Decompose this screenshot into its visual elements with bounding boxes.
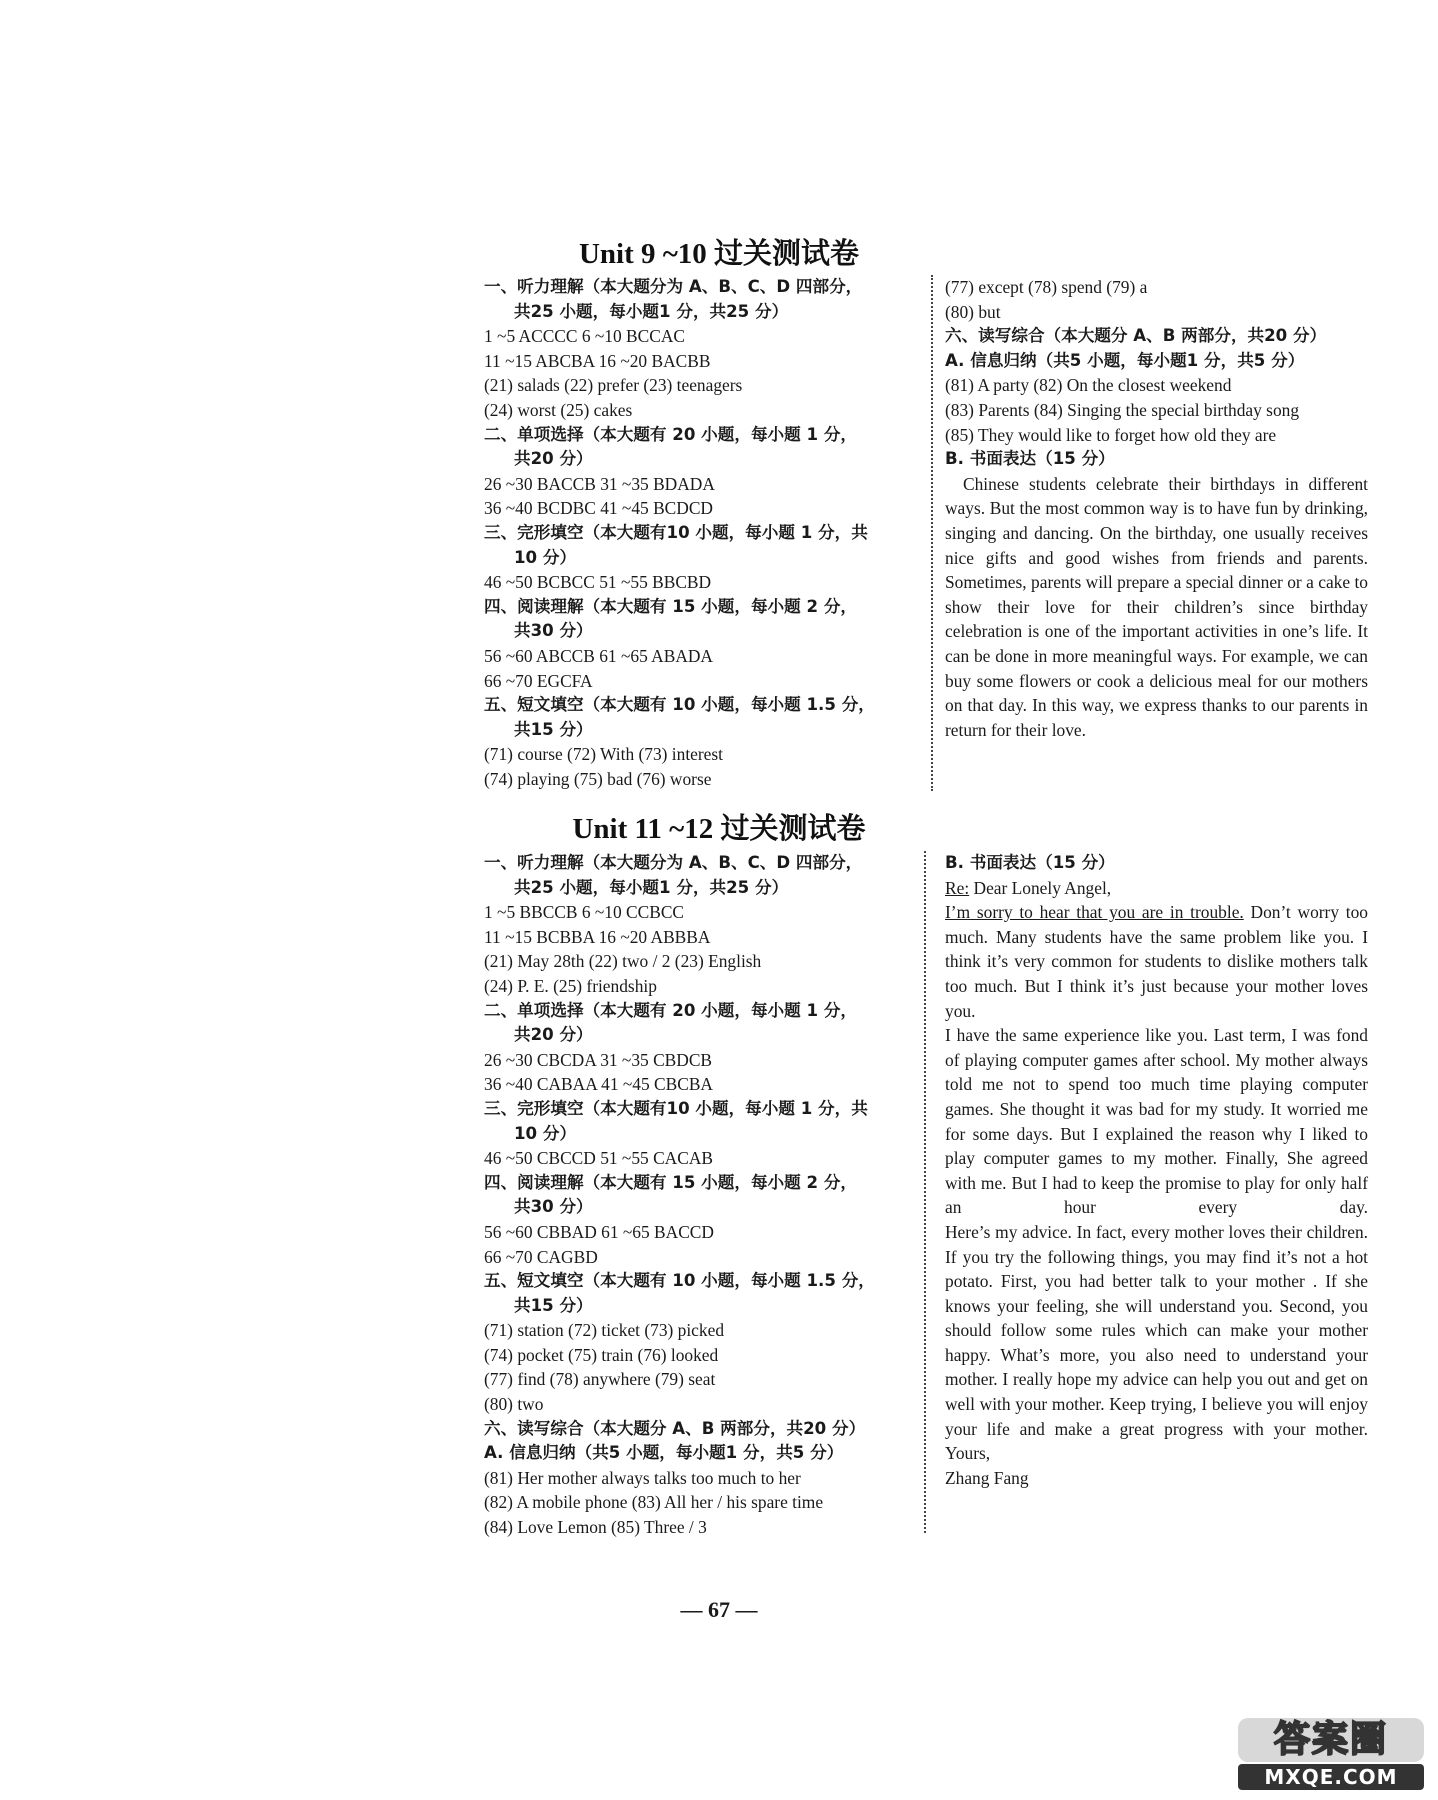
- watermark-top: 答案圈: [1238, 1718, 1424, 1762]
- s1-right-line-0: (77) except (78) spend (79) a: [945, 277, 1148, 297]
- s2-left-line-26: (82) A mobile phone (83) All her / his spare time: [484, 1492, 824, 1513]
- s2-left-line-19: (71) station (72) ticket (73) picked: [484, 1320, 725, 1341]
- section2-right-column: [945, 851, 1368, 1490]
- s1-right-line-2: 六、读写综合（本大题分 A、B 两部分，共20 分）: [945, 326, 1327, 346]
- section1-essay: Chinese students celebrate their birthdays in different ways. But the most common way is to have fun by drinking, singing and dancing. On the birthday, one usually receives nice gifts and good wishes from friends and parents. Sometimes, parents will prepare a special dinner or a cake to show their love for their children’s since birthday celebration is one of the important activities in one’s life. It can be done in more meaningful ways. For example, we can buy some flowers or cook a delicious meal for our mothers on that day. In this way, we express thanks to our parents in return for their love.: [945, 473, 1368, 740]
- s2-left-line-23: 六、读写综合（本大题分 A、B 两部分，共20 分）: [484, 1418, 866, 1438]
- letter-re: Re:: [945, 877, 970, 898]
- s2-left-line-27: (84) Love Lemon (85) Three / 3: [484, 1517, 707, 1538]
- letter-signature: Zhang Fang: [945, 1467, 1029, 1488]
- section1-divider: [931, 275, 933, 791]
- s2-left-line-6: 二、单项选择（本大题有 20 小题，每小题 1 分，: [484, 1000, 858, 1020]
- s1-left-line-18: 共15 分）: [514, 719, 593, 739]
- section1-right-column: [945, 275, 1368, 742]
- s2-left-line-2: 1 ~5 BBCCB 6 ~10 CCBCC: [484, 902, 685, 923]
- s1-right-line-7: B. 书面表达（15 分）: [945, 449, 1115, 469]
- s1-left-line-3: 11 ~15 ABCBA 16 ~20 BACBB: [484, 350, 711, 371]
- watermark-logo: [1238, 1718, 1424, 1790]
- s2-left-line-22: (80) two: [484, 1394, 544, 1415]
- s1-left-line-7: 共20 分）: [514, 449, 593, 469]
- s1-left-line-4: (21) salads (22) prefer (23) teenagers: [484, 375, 743, 396]
- letter-greeting-line: [945, 876, 1368, 901]
- s1-right-line-4: (81) A party (82) On the closest weekend: [945, 375, 1232, 396]
- watermark-bottom: MXQE.COM: [1238, 1764, 1424, 1790]
- letter-underlined-sentence: I’m sorry to hear that you are in trouble.: [945, 902, 1244, 923]
- letter-paragraph-3: Here’s my advice. In fact, every mother loves their children. If you try the following things, you may find it’s not a hot potato. First, you had better talk to your mother . If she knows your feeling, she will understand you. Second, you should follow some rules which can make your mother happy. What’s more, you also need to understand your mother. I really hope my advice can help you out and get on well with your mother. Keep trying, I believe you will enjoy your life and make a great progress with your mother.: [945, 1221, 1368, 1439]
- letter-paragraph-2: I have the same experience like you. Last term, I was fond of playing computer games after school. My mother always told me not to spend too much time playing computer games. She thought it was bad for my study. It worried me for some days. But I explained the reason why I liked to play computer games to my mother. Finally, She agreed with me. But I had to keep the promise to play for only half an hour every day.: [945, 1025, 1368, 1218]
- s1-left-line-15: 56 ~60 ABCCB 61 ~65 ABADA: [484, 645, 713, 666]
- letter-greeting: Dear Lonely Angel,: [969, 877, 1112, 898]
- s2-left-line-7: 共20 分）: [514, 1025, 593, 1045]
- s1-left-line-5: (24) worst (25) cakes: [484, 399, 633, 420]
- s1-left-line-12: 46 ~50 BCBCC 51 ~55 BBCBD: [484, 572, 712, 593]
- s2-left-line-13: 四、阅读理解（本大题有 15 小题，每小题 2 分，: [484, 1172, 858, 1192]
- s2-left-line-0: 一、听力理解（本大题分为 A、B、C、D 四部分，: [484, 853, 863, 872]
- s1-left-line-2: 1 ~5 ACCCC 6 ~10 BCCAC: [484, 326, 685, 347]
- s1-left-line-14: 共30 分）: [514, 621, 593, 641]
- s2-left-line-11: 10 分）: [514, 1123, 577, 1143]
- s2-left-line-1: 共25 小题，每小题1 分，共25 分）: [514, 877, 789, 897]
- s2-left-line-24: A. 信息归纳（共5 小题，每小题1 分，共5 分）: [484, 1443, 844, 1463]
- s1-left-line-16: 66 ~70 EGCFA: [484, 670, 593, 691]
- s1-right-line-3: A. 信息归纳（共5 小题，每小题1 分，共5 分）: [945, 350, 1305, 370]
- section2-title: Unit 11 ~12 过关测试卷: [572, 813, 866, 845]
- s1-right-line-5: (83) Parents (84) Singing the special birthday song: [945, 399, 1300, 420]
- s1-left-line-1: 共25 小题，每小题1 分，共25 分）: [514, 301, 789, 321]
- s2-left-line-3: 11 ~15 BCBBA 16 ~20 ABBBA: [484, 926, 711, 947]
- s2-left-line-4: (21) May 28th (22) two / 2 (23) English: [484, 951, 762, 972]
- s1-left-line-19: (71) course (72) With (73) interest: [484, 744, 723, 765]
- s2-left-line-5: (24) P. E. (25) friendship: [484, 975, 657, 996]
- s2-left-line-25: (81) Her mother always talks too much to her: [484, 1467, 801, 1488]
- s2-left-line-10: 三、完形填空（本大题有10 小题，每小题 1 分，共: [484, 1098, 868, 1118]
- s2-left-line-15: 56 ~60 CBBAD 61 ~65 BACCD: [484, 1221, 714, 1242]
- s2-left-line-17: 五、短文填空（本大题有 10 小题，每小题 1.5 分，: [484, 1271, 875, 1291]
- s2-left-line-16: 66 ~70 CAGBD: [484, 1246, 598, 1267]
- s1-left-line-10: 三、完形填空（本大题有10 小题，每小题 1 分，共: [484, 522, 868, 542]
- section2-left-column: [484, 851, 920, 1540]
- letter-p1-rest: Don’t worry too much. Many students have the same problem like you. I think it’s very common for students to dislike mothers talk too much. But I think it’s just because your mother loves you.: [945, 902, 1369, 1021]
- section2-divider: [924, 851, 926, 1533]
- s1-left-line-9: 36 ~40 BCDBC 41 ~45 BCDCD: [484, 498, 713, 519]
- s1-left-line-20: (74) playing (75) bad (76) worse: [484, 768, 712, 789]
- letter-paragraph-1: [945, 900, 1368, 1023]
- s1-left-line-11: 10 分）: [514, 547, 577, 567]
- s1-left-line-6: 二、单项选择（本大题有 20 小题，每小题 1 分，: [484, 424, 858, 444]
- s2-left-line-20: (74) pocket (75) train (76) looked: [484, 1344, 719, 1365]
- s1-right-line-1: (80) but: [945, 301, 1001, 322]
- section2-writing-heading: B. 书面表达（15 分）: [945, 853, 1115, 872]
- s1-left-line-8: 26 ~30 BACCB 31 ~35 BDADA: [484, 473, 715, 494]
- s2-left-line-14: 共30 分）: [514, 1197, 593, 1217]
- section1-left-column: [484, 275, 920, 791]
- s1-left-line-17: 五、短文填空（本大题有 10 小题，每小题 1.5 分，: [484, 695, 875, 715]
- s2-left-line-12: 46 ~50 CBCCD 51 ~55 CACAB: [484, 1148, 713, 1169]
- s2-left-line-8: 26 ~30 CBCDA 31 ~35 CBDCB: [484, 1049, 713, 1070]
- s2-left-line-21: (77) find (78) anywhere (79) seat: [484, 1369, 716, 1390]
- s1-right-line-6: (85) They would like to forget how old they are: [945, 424, 1277, 445]
- s1-left-line-13: 四、阅读理解（本大题有 15 小题，每小题 2 分，: [484, 596, 858, 616]
- page-number: — 67 —: [680, 1597, 758, 1622]
- s1-left-line-0: 一、听力理解（本大题分为 A、B、C、D 四部分，: [484, 277, 863, 296]
- section1-title: Unit 9 ~10 过关测试卷: [578, 238, 860, 270]
- s2-left-line-18: 共15 分）: [514, 1295, 593, 1315]
- letter-closing: Yours,: [945, 1443, 991, 1464]
- s2-left-line-9: 36 ~40 CABAA 41 ~45 CBCBA: [484, 1074, 713, 1095]
